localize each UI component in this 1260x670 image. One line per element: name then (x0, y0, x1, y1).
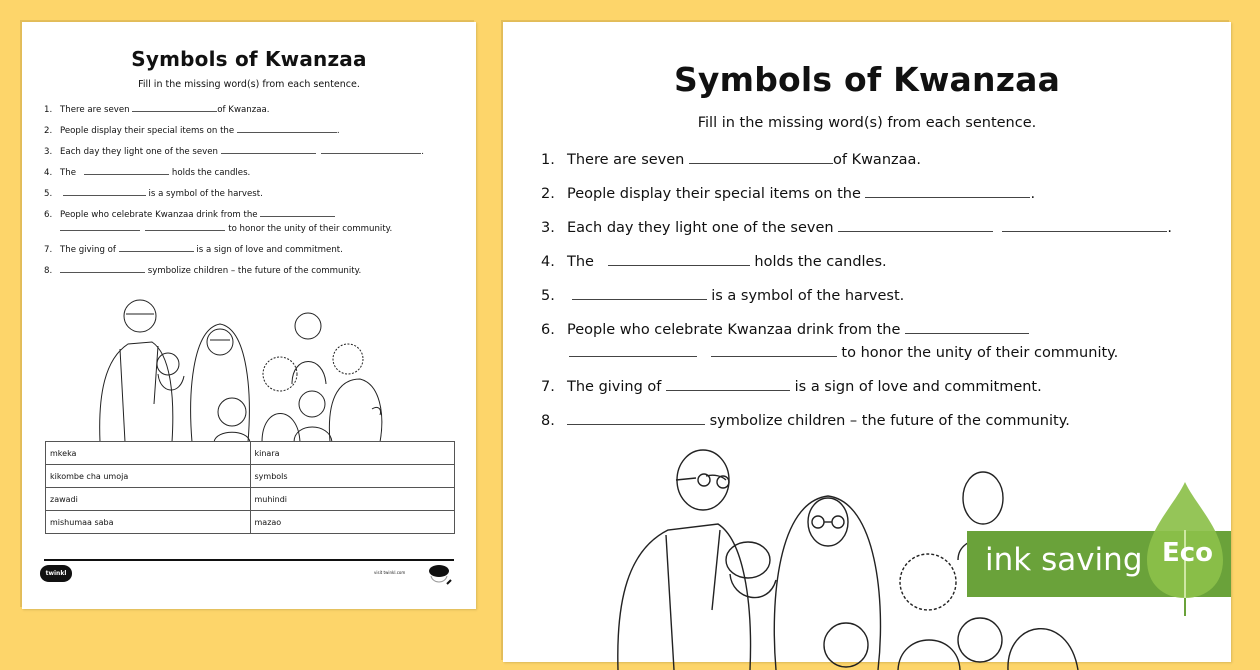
question-text: is a symbol of the harvest. (706, 288, 905, 304)
question-number: 1. (541, 152, 555, 168)
answer-blank (260, 208, 335, 217)
question-number: 7. (541, 379, 555, 395)
question-1 (44, 103, 269, 115)
answer-blank (321, 145, 421, 154)
question-text: People who celebrate Kwanzaa drink from the (60, 210, 261, 220)
question-6 (541, 320, 1029, 338)
answer-blank (572, 286, 707, 300)
question-text: to honor the unity of their community. (225, 224, 393, 234)
question-text: symbolize children – the future of the community. (145, 266, 362, 276)
answer-blank (237, 124, 337, 133)
question-number: 1. (44, 105, 53, 115)
instructions: Fill in the missing word(s) from each sentence. (697, 115, 1037, 131)
answer-blank (63, 187, 146, 196)
eco-label: Eco (1162, 538, 1214, 568)
question-text: There are seven (60, 105, 133, 115)
question-7 (44, 243, 343, 255)
page-title: Symbols of Kwanzaa (131, 47, 367, 71)
question-text: The (60, 168, 79, 178)
instructions: Fill in the missing word(s) from each sentence. (138, 79, 360, 90)
table-row (46, 465, 455, 488)
word-bank-cell: mishumaa saba (46, 511, 251, 534)
question-8 (44, 264, 361, 276)
question-text: The (567, 254, 599, 270)
question-text: . (336, 126, 340, 136)
table-row (46, 511, 455, 534)
question-text: holds the candles. (169, 168, 251, 178)
answer-blank (569, 343, 697, 357)
question-text: Each day they light one of the seven (567, 220, 839, 236)
question-number: 5. (44, 189, 53, 199)
question-text: is a sign of love and commitment. (790, 379, 1042, 395)
word-bank-cell: symbols (250, 465, 455, 488)
word-bank-cell: mazao (250, 511, 455, 534)
question-text: holds the candles. (749, 254, 887, 270)
question-text: of Kwanzaa. (832, 152, 922, 168)
question-number: 4. (44, 168, 53, 178)
question-text: . (1167, 220, 1173, 236)
question-number: 3. (541, 220, 555, 236)
question-text: There are seven (567, 152, 689, 168)
family-illustration (80, 284, 400, 442)
word-bank-table (45, 441, 455, 534)
question-text: The giving of (567, 379, 667, 395)
pencil-badge-icon (427, 564, 453, 586)
question-6-line-2 (569, 343, 1118, 361)
table-row (46, 488, 455, 511)
page-title: Symbols of Kwanzaa (673, 60, 1061, 99)
word-bank-cell: muhindi (250, 488, 455, 511)
word-bank-cell: kinara (250, 442, 455, 465)
answer-blank (221, 145, 316, 154)
answer-blank (865, 184, 1030, 198)
question-number: 4. (541, 254, 555, 270)
answer-blank (60, 264, 145, 273)
answer-blank (84, 166, 169, 175)
question-1 (541, 150, 921, 168)
question-text: of Kwanzaa. (217, 105, 270, 115)
question-number: 2. (44, 126, 53, 136)
footer-url: visit twinkl.com (374, 570, 406, 575)
question-text: . (421, 147, 424, 157)
question-text: Each day they light one of the seven (60, 147, 221, 157)
answer-blank (1002, 218, 1167, 232)
word-bank-cell: kikombe cha umoja (46, 465, 251, 488)
answer-blank (608, 252, 750, 266)
question-3 (44, 145, 424, 157)
table-row (46, 442, 455, 465)
question-7 (541, 377, 1042, 395)
question-6-line-2 (60, 222, 392, 234)
answer-blank (567, 411, 705, 425)
answer-blank (132, 103, 217, 112)
question-text: is a symbol of the harvest. (145, 189, 263, 199)
question-4 (541, 252, 887, 270)
answer-blank (119, 243, 194, 252)
question-6 (44, 208, 335, 220)
twinkl-logo: twinkl (40, 565, 72, 582)
question-5 (44, 187, 263, 199)
answer-blank (838, 218, 993, 232)
question-number: 8. (44, 266, 53, 276)
word-bank-cell: zawadi (46, 488, 251, 511)
answer-blank (60, 222, 140, 231)
question-text: is a sign of love and commitment. (193, 245, 343, 255)
ink-saving-label: ink saving (985, 542, 1143, 578)
question-text: The giving of (60, 245, 119, 255)
question-2 (541, 184, 1035, 202)
answer-blank (666, 377, 790, 391)
worksheet-page-thumbnail[interactable] (22, 22, 476, 609)
question-number: 6. (541, 322, 555, 338)
question-3 (541, 218, 1172, 236)
answer-blank (689, 150, 833, 164)
question-text: . (1030, 186, 1036, 202)
question-text: People display their special items on the (60, 126, 237, 136)
question-number: 8. (541, 413, 555, 429)
question-number: 2. (541, 186, 555, 202)
question-number: 3. (44, 147, 53, 157)
question-number: 7. (44, 245, 53, 255)
question-8 (541, 411, 1070, 429)
question-text: People who celebrate Kwanzaa drink from the (567, 322, 906, 338)
answer-blank (905, 320, 1029, 334)
word-bank-cell: mkeka (46, 442, 251, 465)
question-number: 5. (541, 288, 555, 304)
answer-blank (711, 343, 837, 357)
question-2 (44, 124, 340, 136)
footer-divider (44, 559, 454, 561)
question-5 (541, 286, 904, 304)
question-text: People display their special items on the (567, 186, 866, 202)
answer-blank (145, 222, 225, 231)
question-text: to honor the unity of their community. (836, 345, 1119, 361)
question-4 (44, 166, 250, 178)
question-text: symbolize children – the future of the community. (705, 413, 1070, 429)
question-number: 6. (44, 210, 53, 220)
